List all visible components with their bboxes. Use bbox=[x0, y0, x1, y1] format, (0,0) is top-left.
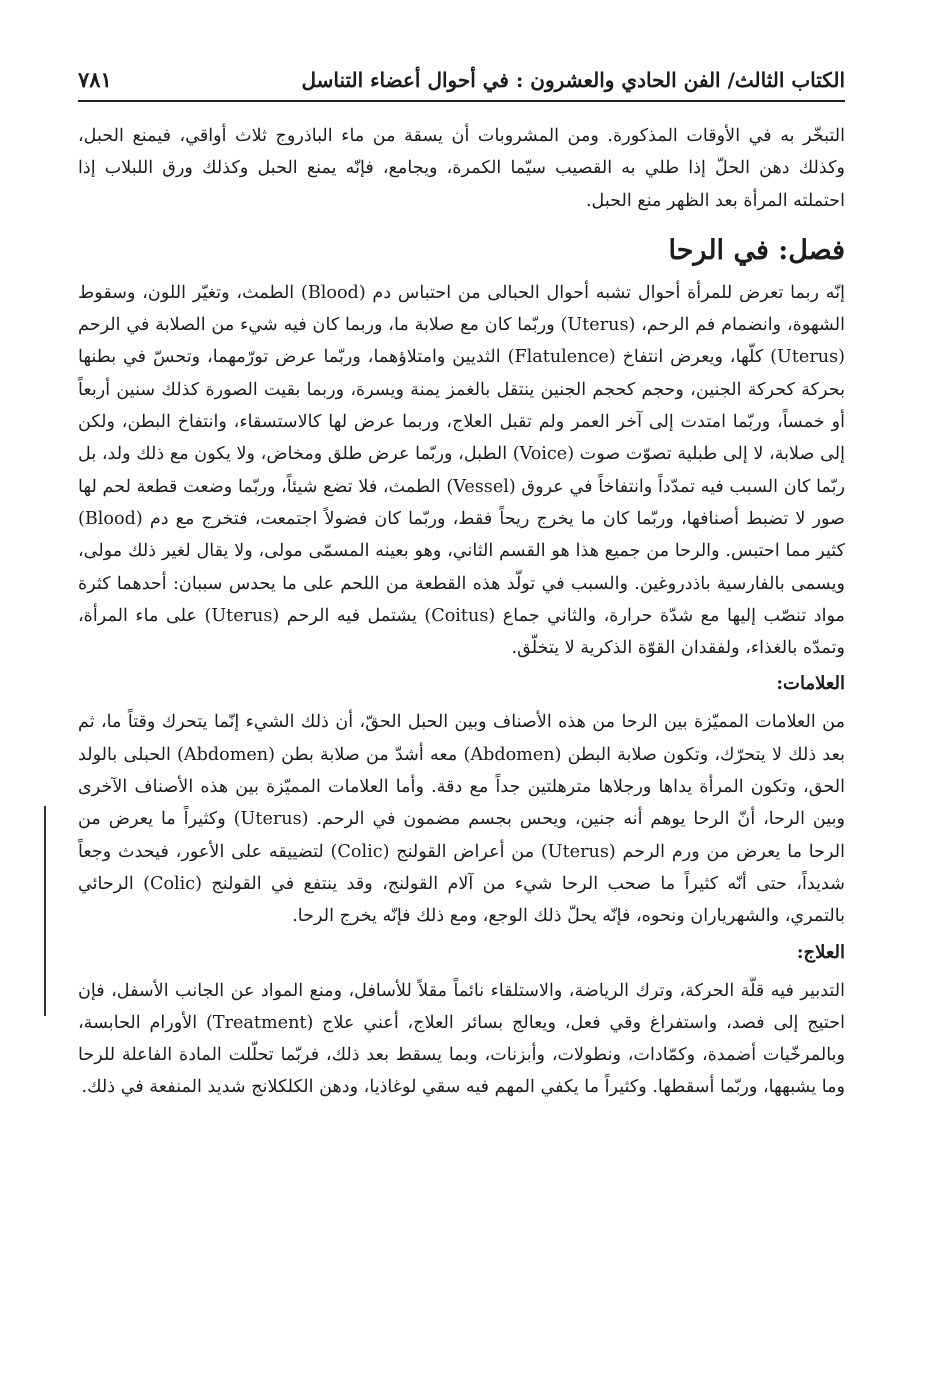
intro-paragraph: التبخّر به في الأوقات المذكورة. ومن المشروبات أن يسقة من ماء الباذروج ثلاث أواقي، فيمنع الحبل، وكذلك دهن الحلّ إذا طلي به القصيب سيّما الكمرة، ويجامع، فإنّه يمنع الحبل وكذلك ورق اللبلاب إذا احتملته المرأة بعد الظهر منع الحبل. bbox=[78, 126, 845, 211]
chapter-paragraph: إنّه ربما تعرض للمرأة أحوال تشبه أحوال الحبالى من احتباس دم (Blood) الطمث، وتغيّر اللون، وسقوط الشهوة، وانضمام فم الرحم، (Uterus) وربّما كان مع صلابة ما، وربما كان فيه شيء من الصلابة في الرحم (Uterus) كلّها، ويعرض انتفاخ (Flatulence) الثديين وامتلاؤهما، وربّما عرض تورّمهما، وتحسّ في بطنها بحركة كحركة الجنين، وحجم كحجم الجنين ينتقل بالغمز يمنة ويسرة، وربما بقيت الصورة كذلك سنين أربعاً أو خمساً، وربّما امتدت إلى آخر العمر ولم تقبل العلاج، وربما عرض لها كالاستسقاء، وانتفاخ البطن، ولكن إلى صلابة، لا إلى طبلية تصوّت صوت (Voice) الطبل، وربّما عرض طلق ومخاض، ولا يكون مع ذلك ولد، بل ربّما كان السبب فيه تمدّداً وانتفاخاً في عروق (Vessel) الطمث، فلا تضع شيئاً، وربّما وضعت قطعة لحم لها صور لا تضبط أصنافها، وربّما كان ما يخرج ريحاً فقط، وربّما كان فضولاً اجتمعت، فتخرج مع دم (Blood) كثير مما احتبس. والرحا من جميع هذا هو القسم الثاني، وهو بعينه المسمّى مولى، ولا يقال لغير ذلك مولى، ويسمى بالفارسية باذدروغين. والسبب في تولّد هذه القطعة من اللحم على ما يحدس سببان: أحدهما كثرة مواد تنصّب إليها مع شدّة حرارة، والثاني جماع (Coitus) يشتمل فيه الرحم (Uterus) على ماء المرأة، وتمدّه بالغذاء، ولفقدان القوّة الذكرية لا يتخلّق. bbox=[78, 282, 845, 659]
treatment-heading: العلاج: bbox=[796, 941, 845, 963]
page-content bbox=[78, 120, 845, 1104]
running-title: الكتاب الثالث/ الفن الحادي والعشرون : في أحوال أعضاء التناسل bbox=[301, 68, 845, 92]
treatment-paragraph: التدبير فيه قلّة الحركة، وترك الرياضة، والاستلقاء نائماً مقلاً للأسافل، ومنع المواد عن الجانب الأسفل، فإن احتيج إلى فصد، واستفراغ وقي فعل، ويعالج بسائر العلاج، أعني علاج (Treatment) الأورام الحابسة، وبالمرخّيات أضمدة، وكمّادات، ونطولات، وأبزنات، وبما يسقط بعد ذلك، فربّما تحلّلت المادة الفاعلة للرحا وما يشبهها، وربّما أسقطها. وكثيراً ما يكفي المهم فيه سقي لوغاذيا، ودهن الكلكلانج شديد المنفعة في ذلك. bbox=[78, 980, 845, 1098]
signs-heading: العلامات: bbox=[776, 673, 845, 695]
signs-paragraph: من العلامات المميّزة بين الرحا من هذه الأصناف وبين الحبل الحقّ، أن ذلك الشيء إنّما يتحرك وقتاً ما، ثم بعد ذلك لا يتحرّك، وتكون صلابة البطن (Abdomen) معه أشدّ من صلابة بطن (Abdomen) الحبلى بالولد الحق، وتكون المرأة يداها ورجلاها مترهلتين جداً مع دقة. وأما العلامات المميّزة بين هذه الأصناف الآخرى وبين الرحا، أنّ الرحا يوهم أنه جنين، ويحس بجسم مضمون في الرحم. (Uterus) وكثيراً ما يعرض من الرحا ما يعرض من ورم الرحم (Uterus) من أعراض القولنج (Colic) لتضييقه على الأعور، فيحدث وجعاً شديداً، حتى أنّه كثيراً ما صحب الرحا شيء من آلام القولنج، وقد ينتفع في القولنج (Colic) الرحائي بالتمري، والشهرياران ونحوه، فإنّه يحلّ ذلك الوجع، ومع ذلك فإنّه يخرج الرحا. bbox=[78, 712, 846, 927]
page-number: ٧٨١ bbox=[78, 67, 112, 92]
chapter-title: فصل: في الرحا bbox=[668, 234, 845, 266]
page-header bbox=[78, 52, 845, 102]
margin-vertical-rule bbox=[44, 806, 46, 1016]
